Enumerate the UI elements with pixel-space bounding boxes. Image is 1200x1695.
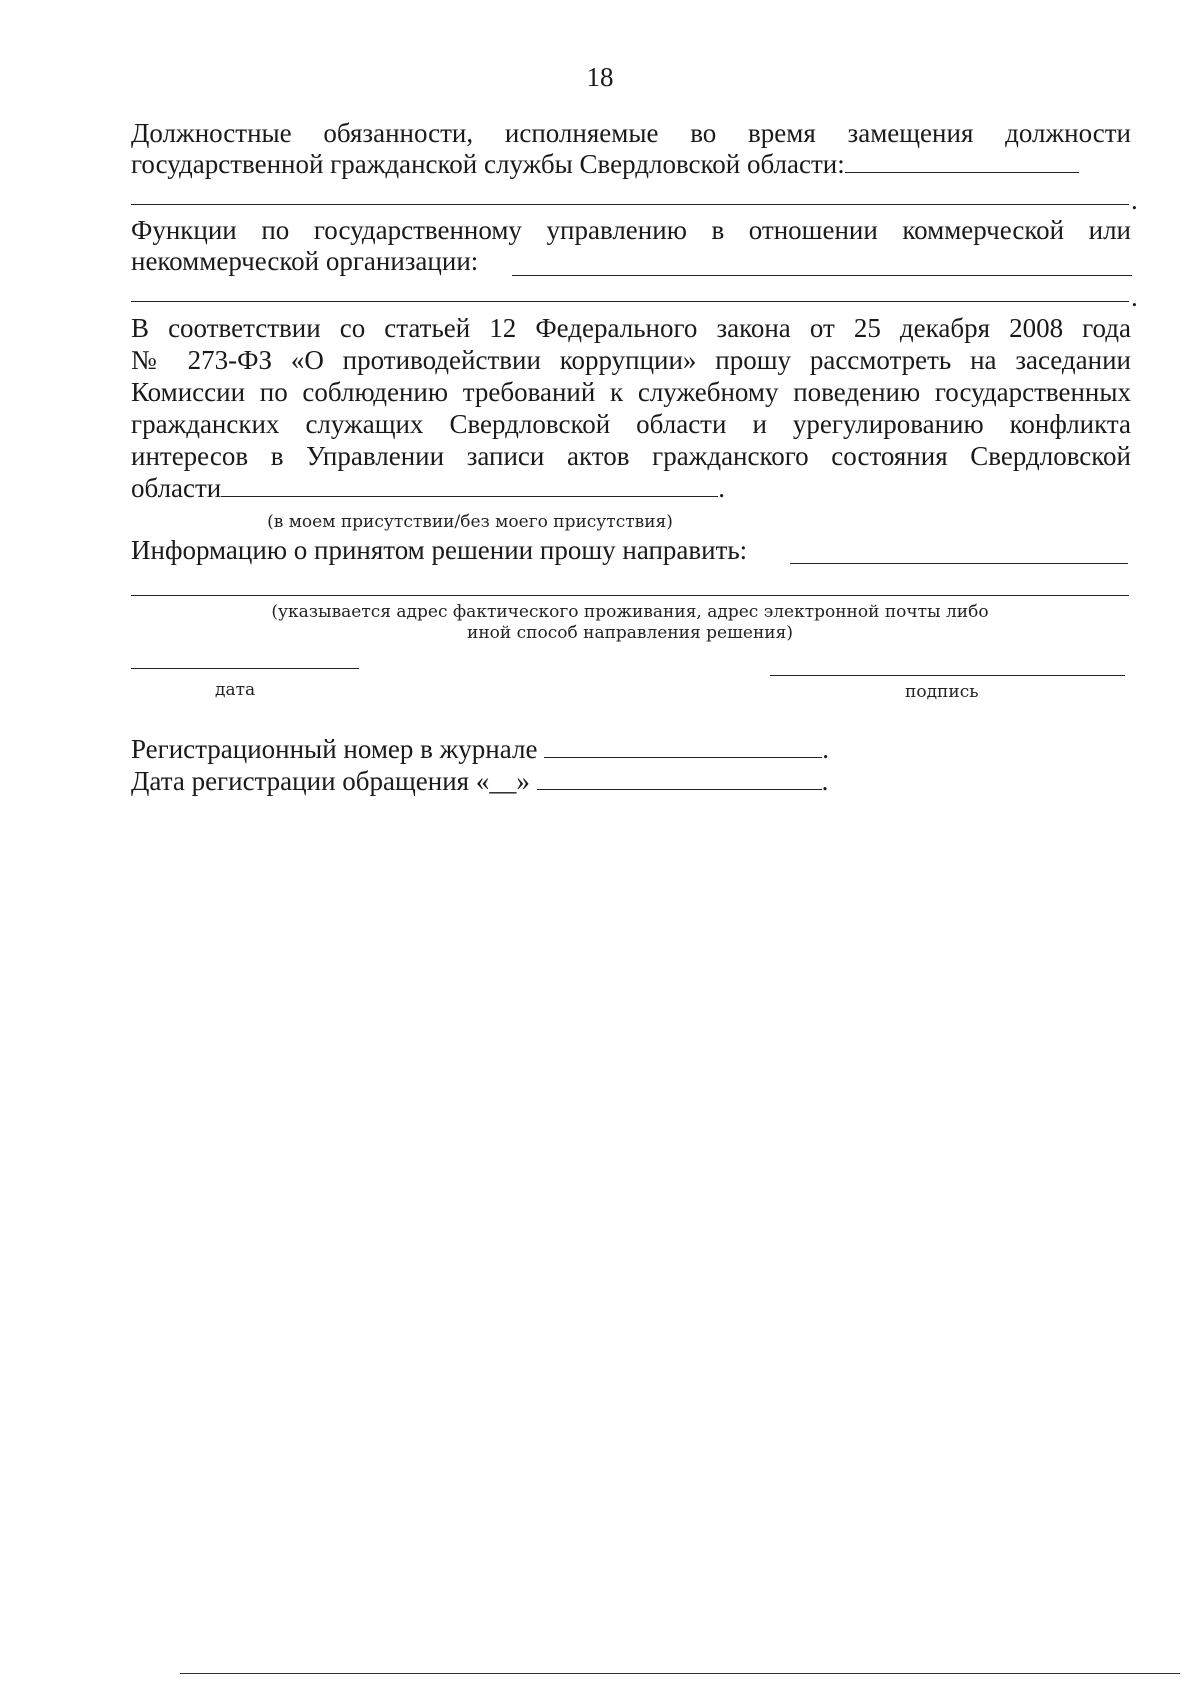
functions-continuation-line[interactable] [131,301,1129,302]
date-blank-field[interactable] [131,668,359,669]
presence-blank-field[interactable] [221,495,718,497]
registration-date-label: Дата регистрации обращения «__» [131,766,530,796]
request-line-1: В соответствии со статьей 12 Федерального закона от 25 декабря 2008 года [131,313,1131,343]
request-end-dot: . [718,473,726,503]
notification-label: Информацию о принятом решении прошу направить: [131,535,748,565]
registration-date-dot: . [821,766,829,796]
notification-hint-line1: (указывается адрес фактического проживания, адрес электронной почты либо [271,602,989,622]
presence-hint: (в моем присутствии/без моего присутствия) [267,512,673,532]
functions-blank-field[interactable] [512,275,1132,276]
duties-end-dot: . [1131,185,1138,215]
registration-number-dot: . [822,734,829,764]
notification-hint-line2: иной способ направления решения) [467,623,793,643]
functions-label-text: некоммерческой организации: [131,246,479,276]
footer-rule [180,1673,1180,1674]
duties-label-line1: Должностные обязанности, исполняемые во время замещения должности [131,118,1131,148]
request-line-3: Комиссии по соблюдению требований к служебному поведению государственных [131,377,1131,407]
registration-number-row [131,734,829,765]
registration-date-row [131,766,828,797]
request-line-2: № 273-ФЗ «О противодействии коррупции» прошу рассмотреть на заседании [131,345,1131,375]
duties-label-text: государственной гражданской службы Свердловской области: [131,149,845,179]
registration-number-label: Регистрационный номер в журнале [131,734,538,764]
functions-label-line1: Функции по государственному управлению в отношении коммерческой или [131,215,1131,245]
request-line-4: гражданских служащих Свердловской области и урегулированию конфликта [131,409,1131,439]
registration-number-field[interactable] [544,756,822,758]
request-region-word: области [131,473,222,503]
registration-date-field[interactable] [537,788,822,790]
duties-continuation-line[interactable] [131,204,1129,205]
page-number: 18 [586,62,614,92]
functions-label-line2 [131,246,478,277]
signature-blank-field[interactable] [770,675,1125,676]
duties-blank-field[interactable] [845,171,1079,173]
functions-end-dot: . [1131,282,1138,312]
notification-continuation-line[interactable] [131,595,1129,596]
request-line-5: интересов в Управлении записи актов гражданского состояния Свердловской [131,441,1131,471]
notification-blank-field[interactable] [790,563,1128,564]
duties-label-line2 [131,149,1079,180]
signature-label: подпись [905,682,979,702]
request-line-6 [131,473,725,504]
date-label: дата [215,680,256,700]
